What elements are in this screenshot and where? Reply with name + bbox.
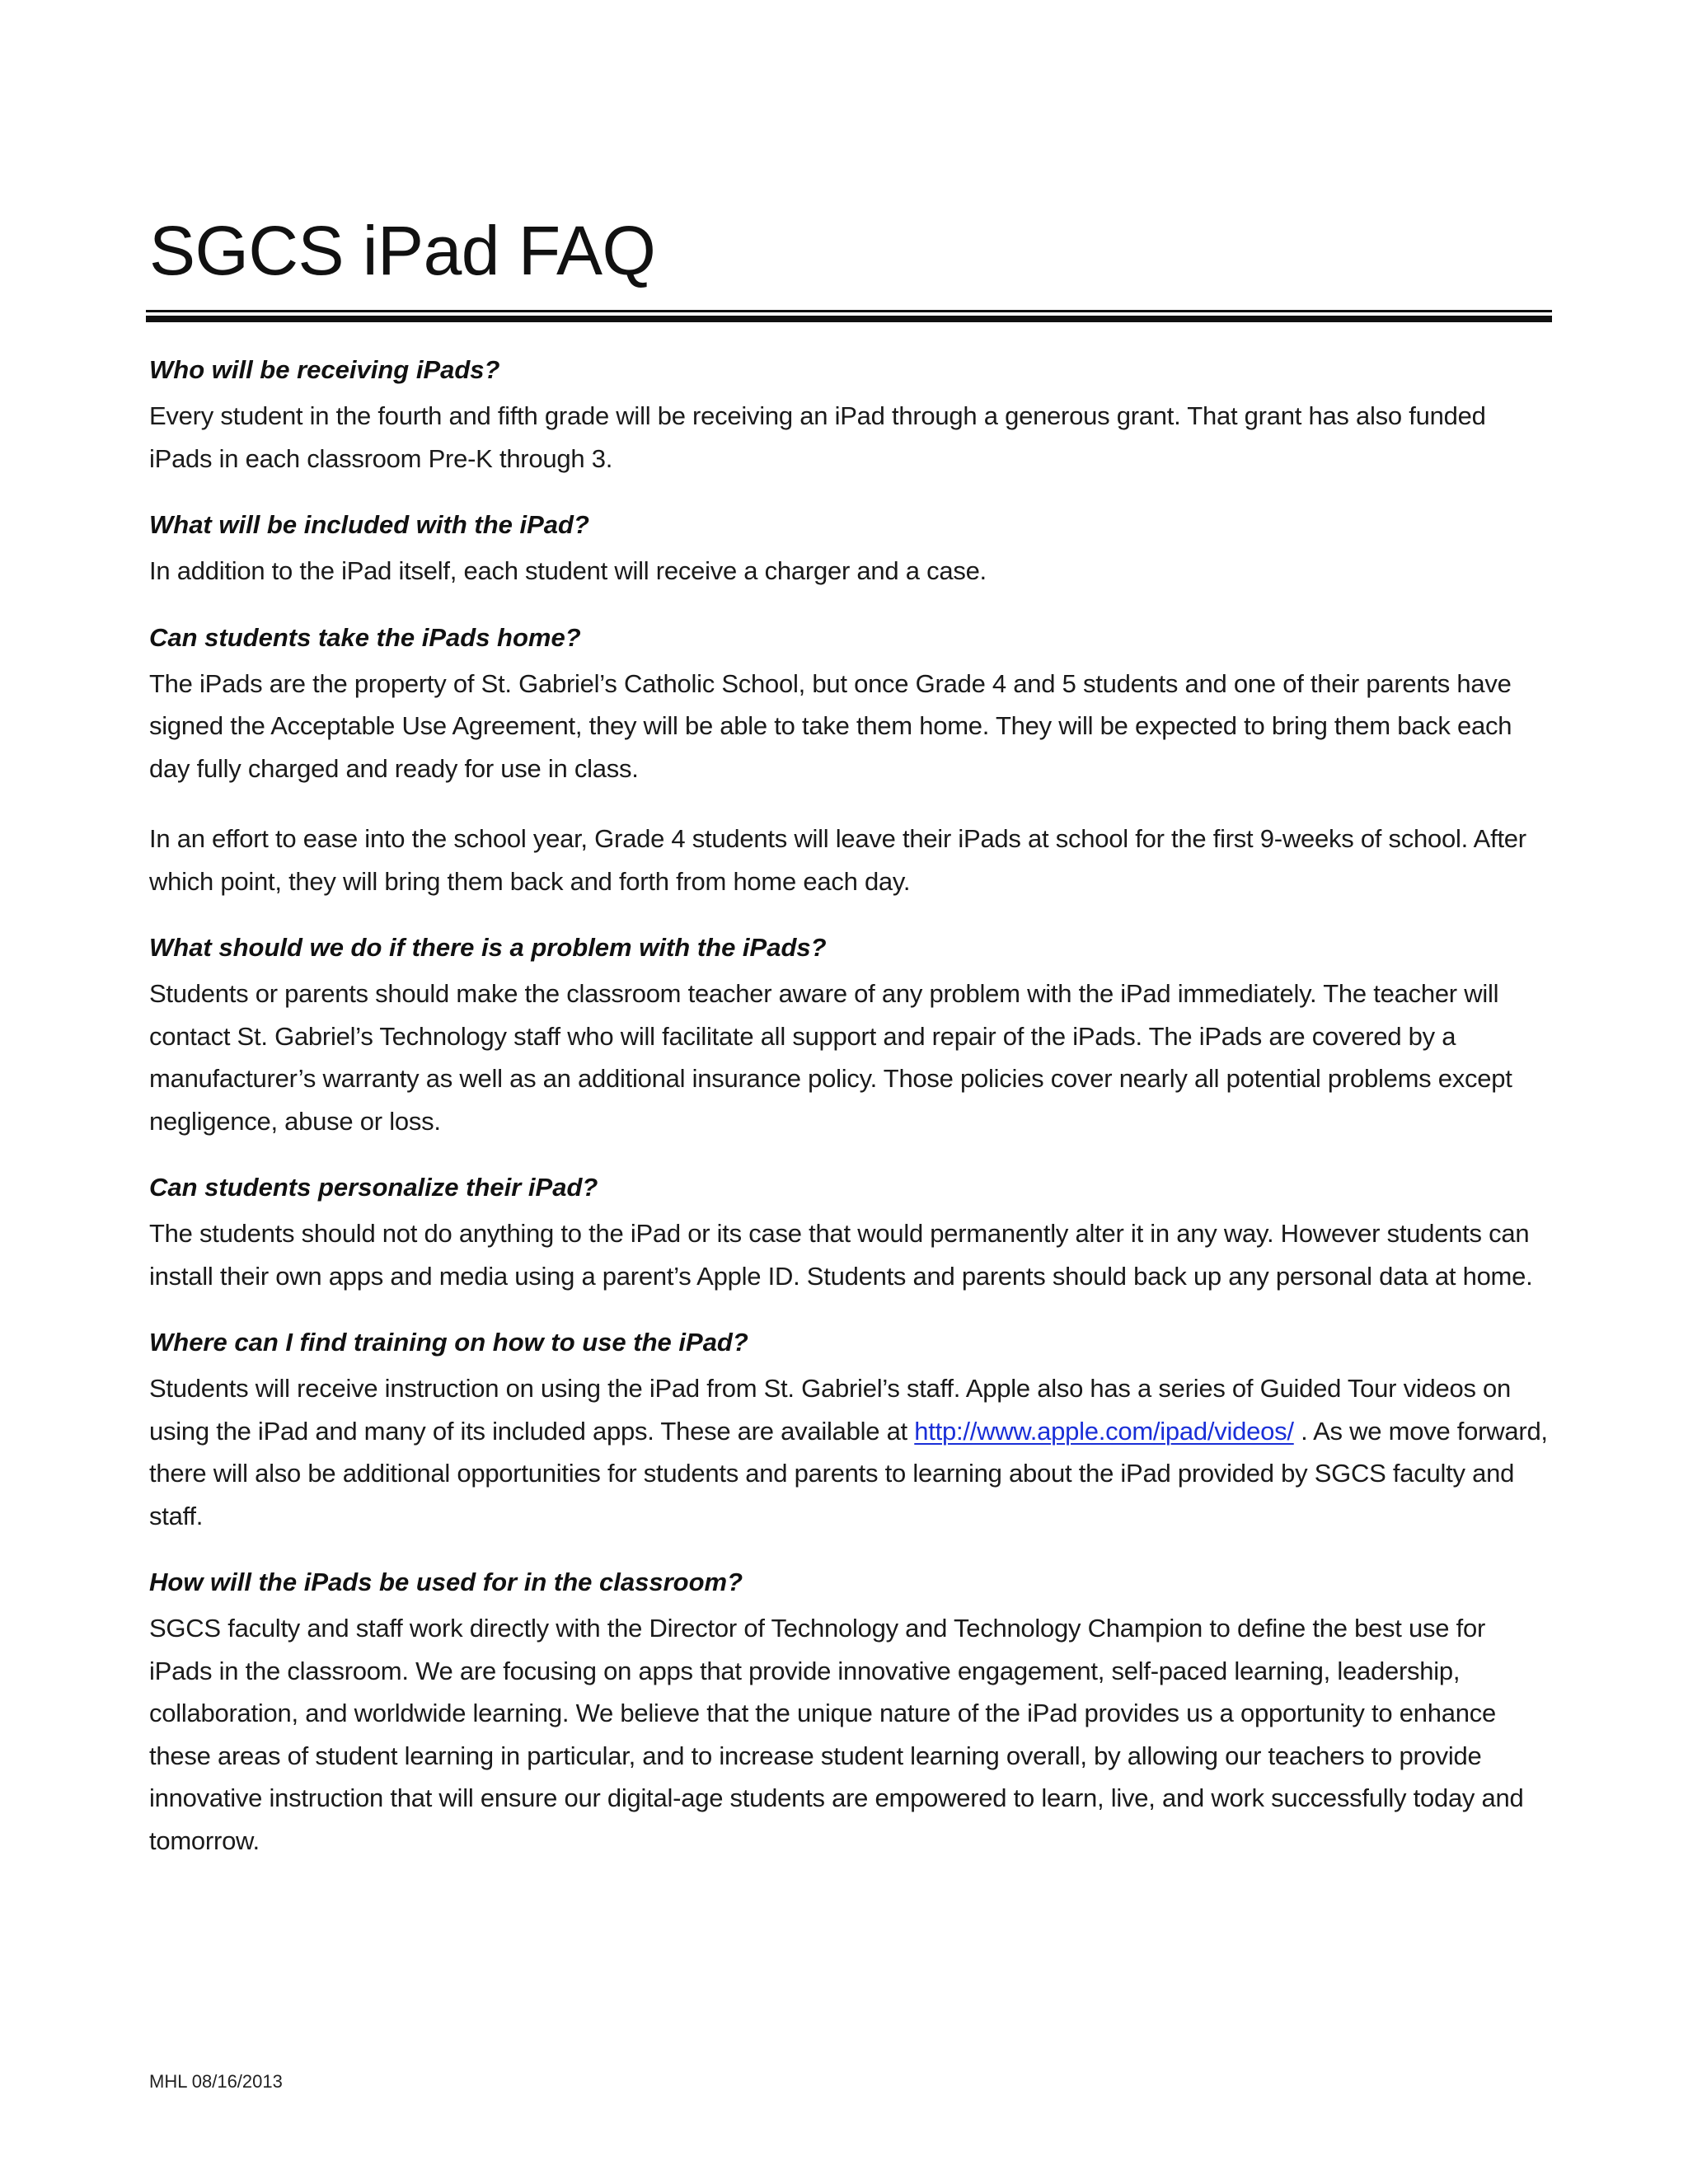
faq-item-problems [149, 930, 1552, 1142]
faq-answer: SGCS faculty and staff work directly with the Director of Technology and Technology Champion to define the best use for iPads in the classroom. We are focusing on apps that provide innovative engagement, self-paced learning, leadership, collaboration, and worldwide learning. We believe that the unique nature of the iPad provides us a opportunity to enhance these areas of student learning in particular, and to increase student learning overall, by allowing our teachers to provide innovative instruction that will ensure our digital-age students are empowered to learn, live, and work successfully today and tomorrow. [149, 1614, 1524, 1855]
faq-question: What will be included with the iPad? [149, 510, 589, 539]
faq-answer: The iPads are the property of St. Gabriel’s Catholic School, but once Grade 4 and 5 students and one of their parents have signed the Acceptable Use Agreement, they will be able to take them home. They will be expected to bring them back each day fully charged and ready for use in class. [149, 668, 1512, 783]
faq-item-take-home [149, 621, 1552, 903]
faq-question: Can students personalize their iPad? [149, 1173, 598, 1202]
faq-item-personalize [149, 1170, 1552, 1297]
faq-answer: Every student in the fourth and fifth grade will be receiving an iPad through a generous grant. That grant has also funded iPads in each classroom Pre-K through 3. [149, 401, 1486, 473]
faq-item-classroom-use [149, 1565, 1552, 1862]
faq-answer-text-after-link: . As we move forward, there will also be additional opportunities for students and parents to learning about the iPad provided by SGCS faculty and staff. [149, 1416, 1548, 1530]
faq-answer [149, 1367, 1552, 1537]
faq-answer-text-before-link: Students will receive instruction on using the iPad from St. Gabriel’s staff. Apple also has a series of Guided Tour videos on using the iPad and many of its included apps. These are available at [149, 1374, 1512, 1446]
faq-question: Where can I find training on how to use the iPad? [149, 1328, 748, 1357]
faq-answer: In addition to the iPad itself, each student will receive a charger and a case. [149, 556, 987, 585]
title-rule-thin-line [146, 310, 1552, 312]
faq-question: Who will be receiving iPads? [149, 355, 500, 384]
faq-answer: The students should not do anything to the iPad or its case that would permanently alter it in any way. However students can install their own apps and media using a parent’s Apple ID. Students and parents should back up any personal data at home. [149, 1219, 1533, 1291]
title-rule-thick-line [146, 316, 1552, 322]
faq-answer: In an effort to ease into the school year, Grade 4 students will leave their iPads at school for the first 9-weeks of school. After which point, they will bring them back and forth from home each day. [149, 824, 1526, 896]
faq-question: Can students take the iPads home? [149, 622, 581, 652]
faq-list [149, 353, 1552, 1890]
faq-question: What should we do if there is a problem with the iPads? [149, 933, 827, 962]
faq-item-whats-included [149, 508, 1552, 593]
faq-item-who-receives [149, 353, 1552, 480]
apple-ipad-videos-link[interactable]: http://www.apple.com/ipad/videos/ [914, 1416, 1294, 1446]
page-title: SGCS iPad FAQ [149, 212, 656, 289]
faq-item-training [149, 1325, 1552, 1537]
title-double-rule [146, 310, 1552, 323]
faq-answer: Students or parents should make the classroom teacher aware of any problem with the iPad immediately. The teacher will contact St. Gabriel’s Technology staff who will facilitate all support and repair of the iPads. The iPads are covered by a manufacturer’s warranty as well as an additional insurance policy. Those policies cover nearly all potential problems except negligence, abuse or loss. [149, 979, 1512, 1136]
footer-author-date: MHL 08/16/2013 [149, 2071, 283, 2092]
faq-question: How will the iPads be used for in the classroom? [149, 1568, 743, 1596]
